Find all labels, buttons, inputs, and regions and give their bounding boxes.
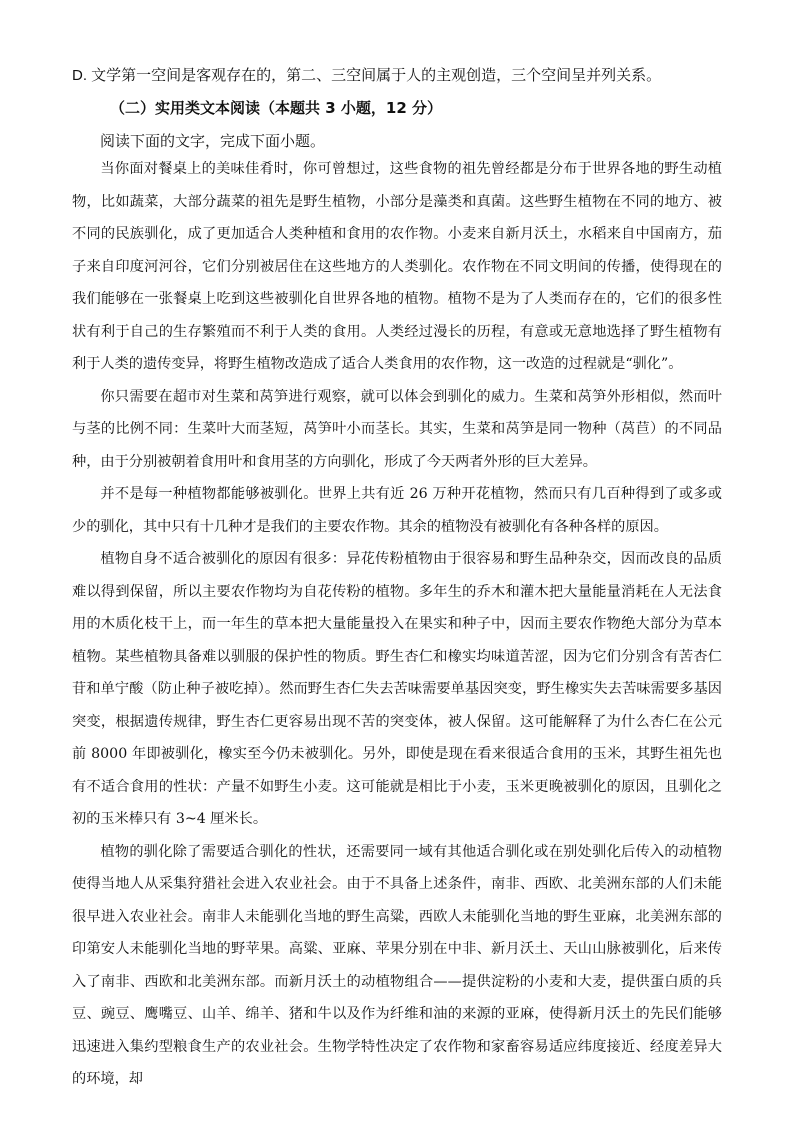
passage-paragraph-5: 植物的驯化除了需要适合驯化的性状，还需要同一域有其他适合驯化或在别处驯化后传入的动植物使得当地人从采集狩猎社会进入农业社会。由于不具备上述条件，南非、西欧、北美洲东部的人们未能很早进入农业社会。南非人未能驯化当地的野生高粱，西欧人未能驯化当地的野生亚麻，北美洲东部的印第安人未能驯化当地的野苹果。高粱、亚麻、苹果分别在中非、新月沃土、天山山脉被驯化，后来传入了南非、西欧和北美洲东部。而新月沃土的动植物组合——提供淀粉的小麦和大麦，提供蛋白质的兵豆、豌豆、鹰嘴豆、山羊、绵羊、猪和牛以及作为纤维和油的来源的亚麻，使得新月沃土的先民们能够迅速进入集约型粮食生产的农业社会。生物学特性决定了农作物和家畜容易适应纬度接近、经度差异大的环境，却 <box>72 843 722 1087</box>
option-d-text: D. 文学第一空间是客观存在的，第二、三空间属于人的主观创造，三个空间呈并列关系。 <box>72 67 662 84</box>
section-title: （二）实用类文本阅读（本题共 3 小题，12 分） <box>110 99 442 117</box>
passage-paragraph-3: 并不是每一种植物都能够被驯化。世界上共有近 26 万种开花植物，然而只有几百种得到了或多或少的驯化，其中只有十几种才是我们的主要农作物。其余的植物没有被驯化有各种各样的原因。 <box>72 486 722 535</box>
passage-paragraph-2: 你只需要在超市对生菜和莴笋进行观察，就可以体会到驯化的威力。生菜和莴笋外形相似，然而叶与茎的比例不同：生菜叶大而茎短，莴笋叶小而茎长。其实，生菜和莴笋是同一物种（莴苣）的不同品种，由于分别被朝着食用叶和食用茎的方向驯化，形成了今天两者外形的巨大差异。 <box>72 388 722 470</box>
reading-passage <box>72 153 722 1096</box>
passage-paragraph-1: 当你面对餐桌上的美味佳肴时，你可曾想过，这些食物的祖先曾经都是分布于世界各地的野生动植物，比如蔬菜，大部分蔬菜的祖先是野生植物，小部分是藻类和真菌。这些野生植物在不同的地方、被不同的民族驯化，成了更加适合人类种植和食用的农作物。小麦来自新月沃土，水稻来自中国南方，茄子来自印度河河谷，它们分别被居住在这些地方的人类驯化。农作物在不同文明间的传播，使得现在的我们能够在一张餐桌上吃到这些被驯化自世界各地的植物。植物不是为了人类而存在的，它们的很多性状有利于自己的生存繁殖而不利于人类的食用。人类经过漫长的历程，有意或无意地选择了野生植物有利于人类的遗传变异，将野生植物改造成了适合人类食用的农作物，这一改造的过程就是“驯化”。 <box>72 161 722 372</box>
reading-instruction: 阅读下面的文字，完成下面小题。 <box>100 132 326 150</box>
passage-paragraph-4: 植物自身不适合被驯化的原因有很多：异花传粉植物由于很容易和野生品种杂交，因而改良的品质难以得到保留，所以主要农作物均为自花传粉的植物。多年生的乔木和灌木把大量能量消耗在人无法食用的木质化枝干上，而一年生的草本把大量能量投入在果实和种子中，因而主要农作物绝大部分为草本植物。某些植物具备难以驯服的保护性的物质。野生杏仁和橡实均味道苦涩，因为它们分别含有苦杏仁苷和单宁酸（防止种子被吃掉）。然而野生杏仁失去苦味需要单基因突变，野生橡实失去苦味需要多基因突变，根据遗传规律，野生杏仁更容易出现不苦的突变体，被人保留。这可能解释了为什么杏仁在公元前 8000 年即被驯化，橡实至今仍未被驯化。另外，即使是现在看来很适合食用的玉米，其野生祖先也有不适合食用的性状：产量不如野生小麦。这可能就是相比于小麦，玉米更晚被驯化的原因，且驯化之初的玉米棒只有 3~4 厘米长。 <box>72 551 722 827</box>
